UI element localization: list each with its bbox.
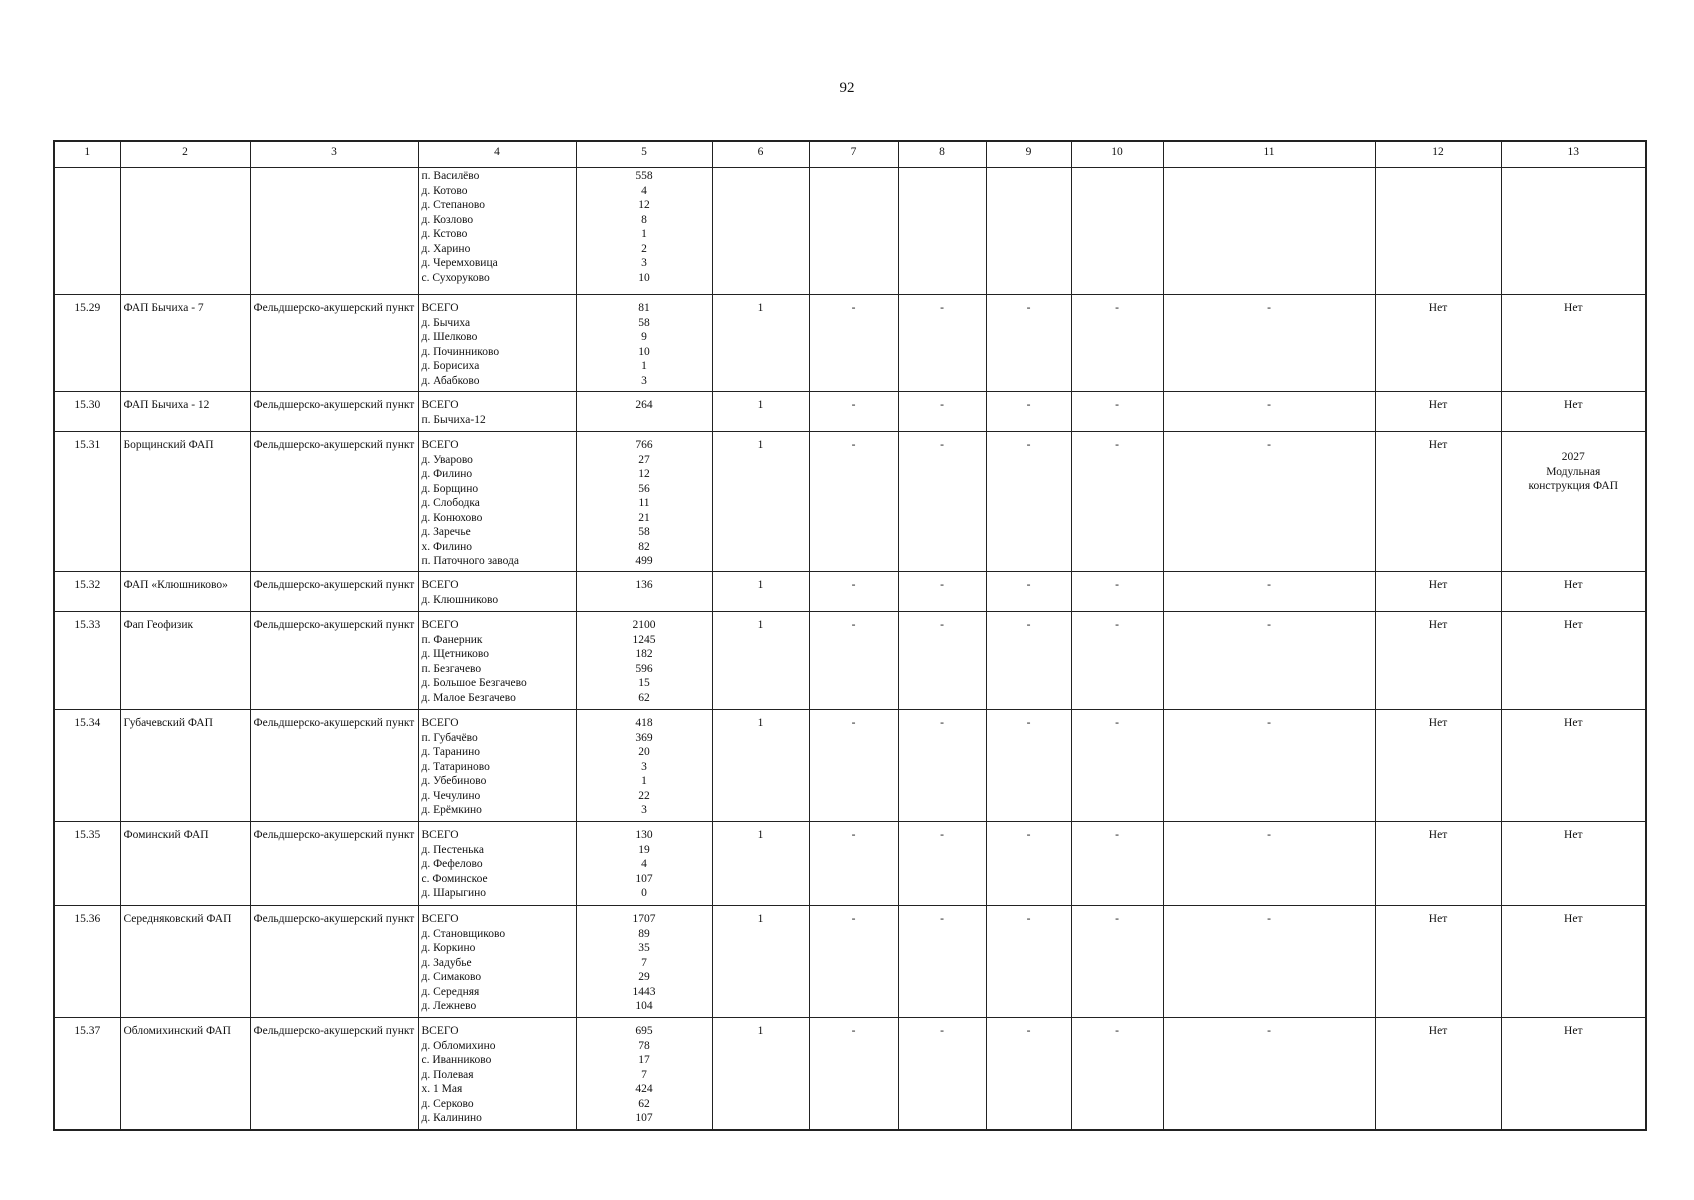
cell-col-8 <box>898 168 986 295</box>
settlements-cell <box>418 168 576 295</box>
settlements-cell <box>418 295 576 392</box>
population-list: 264 <box>635 399 653 411</box>
cell-col-12 <box>1375 168 1501 295</box>
column-header: 3 <box>250 141 418 168</box>
settlements-list: ВСЕГО п. Фанерник д. Щетниково п. Безгачево д. Большое Безгачево д. Малое Безгачево <box>421 619 527 704</box>
population-cell <box>576 168 712 295</box>
cell-col-9: - <box>986 392 1071 432</box>
settlements-cell <box>418 572 576 612</box>
cell-col-7: - <box>809 710 898 822</box>
population-list: 418 369 20 3 1 22 3 <box>635 717 653 816</box>
facility-name: Обломихинский ФАП <box>120 1018 250 1130</box>
column-header: 9 <box>986 141 1071 168</box>
cell-col-9: - <box>986 906 1071 1018</box>
settlements-list: ВСЕГО д. Становщиково д. Коркино д. Задубье д. Симаково д. Середняя д. Лежнево <box>421 913 506 1012</box>
cell-col-9: - <box>986 822 1071 906</box>
population-cell <box>576 392 712 432</box>
facility-type: Фельдшерско-акушерский пункт <box>250 822 418 906</box>
cell-col-6: 1 <box>712 612 809 710</box>
row-number: 15.32 <box>54 572 120 612</box>
facility-type: Фельдшерско-акушерский пункт <box>250 572 418 612</box>
table-row <box>54 612 1646 710</box>
settlements-cell <box>418 710 576 822</box>
cell-col-7: - <box>809 906 898 1018</box>
cell-col-6: 1 <box>712 906 809 1018</box>
table-row <box>54 392 1646 432</box>
facility-name: Фоминский ФАП <box>120 822 250 906</box>
settlements-list: ВСЕГО п. Бычиха-12 <box>421 399 486 426</box>
facility-type <box>250 168 418 295</box>
facility-type: Фельдшерско-акушерский пункт <box>250 906 418 1018</box>
population-list: 2100 1245 182 596 15 62 <box>632 619 656 704</box>
table-row <box>54 295 1646 392</box>
cell-col-11: - <box>1163 710 1375 822</box>
population-list: 81 58 9 10 1 3 <box>638 302 650 387</box>
cell-col-10: - <box>1071 710 1163 822</box>
cell-col-7: - <box>809 1018 898 1130</box>
column-header: 1 <box>54 141 120 168</box>
table-row <box>54 906 1646 1018</box>
cell-col-6: 1 <box>712 822 809 906</box>
population-cell <box>576 906 712 1018</box>
cell-col-13: Нет <box>1501 392 1646 432</box>
row-number <box>54 168 120 295</box>
facility-name: Середняковский ФАП <box>120 906 250 1018</box>
cell-col-10: - <box>1071 572 1163 612</box>
cell-col-13: Нет <box>1501 710 1646 822</box>
column-header: 4 <box>418 141 576 168</box>
cell-col-8: - <box>898 432 986 572</box>
population-list: 130 19 4 107 0 <box>635 829 653 899</box>
column-header: 5 <box>576 141 712 168</box>
cell-col-10: - <box>1071 295 1163 392</box>
table-row <box>54 572 1646 612</box>
facility-type: Фельдшерско-акушерский пункт <box>250 612 418 710</box>
cell-col-13: Нет <box>1501 572 1646 612</box>
cell-col-12: Нет <box>1375 906 1501 1018</box>
cell-col-13: Нет <box>1501 295 1646 392</box>
column-header: 7 <box>809 141 898 168</box>
settlements-list: п. Василёво д. Котово д. Степаново д. Козлово д. Кстово д. Харино д. Черемховица с. Сухоруково <box>421 170 498 284</box>
cell-col-9: - <box>986 1018 1071 1130</box>
settlements-cell <box>418 432 576 572</box>
cell-col-8: - <box>898 1018 986 1130</box>
cell-col-12: Нет <box>1375 822 1501 906</box>
population-cell <box>576 710 712 822</box>
column-header: 13 <box>1501 141 1646 168</box>
cell-col-13 <box>1501 168 1646 295</box>
cell-col-13: Нет <box>1501 906 1646 1018</box>
population-cell <box>576 295 712 392</box>
cell-col-7: - <box>809 572 898 612</box>
cell-col-10: - <box>1071 612 1163 710</box>
settlements-cell <box>418 822 576 906</box>
column-header: 6 <box>712 141 809 168</box>
cell-col-7: - <box>809 392 898 432</box>
table-row <box>54 432 1646 572</box>
cell-col-12: Нет <box>1375 572 1501 612</box>
cell-col-12: Нет <box>1375 392 1501 432</box>
cell-col-6: 1 <box>712 710 809 822</box>
settlements-list: ВСЕГО д. Пестенька д. Фефелово с. Фоминское д. Шарыгино <box>421 829 488 899</box>
population-cell <box>576 822 712 906</box>
population-cell <box>576 572 712 612</box>
settlements-list: ВСЕГО д. Клюшниково <box>421 579 499 606</box>
facility-type: Фельдшерско-акушерский пункт <box>250 392 418 432</box>
cell-col-8: - <box>898 612 986 710</box>
settlements-cell <box>418 1018 576 1130</box>
facility-type: Фельдшерско-акушерский пункт <box>250 710 418 822</box>
cell-col-7: - <box>809 612 898 710</box>
cell-col-8: - <box>898 710 986 822</box>
cell-col-12: Нет <box>1375 295 1501 392</box>
table-row <box>54 168 1646 295</box>
cell-col-12: Нет <box>1375 1018 1501 1130</box>
cell-col-11: - <box>1163 612 1375 710</box>
facility-name <box>120 168 250 295</box>
column-header: 8 <box>898 141 986 168</box>
row-number: 15.35 <box>54 822 120 906</box>
cell-col-9 <box>986 168 1071 295</box>
cell-col-10: - <box>1071 906 1163 1018</box>
cell-col-13: Нет <box>1501 1018 1646 1130</box>
cell-col-10: - <box>1071 392 1163 432</box>
column-header: 10 <box>1071 141 1163 168</box>
column-header: 12 <box>1375 141 1501 168</box>
cell-col-11: - <box>1163 295 1375 392</box>
cell-col-12: Нет <box>1375 612 1501 710</box>
column-header: 2 <box>120 141 250 168</box>
cell-col-10: - <box>1071 822 1163 906</box>
population-cell <box>576 612 712 710</box>
settlements-list: ВСЕГО д. Обломихино с. Иванниково д. Полевая х. 1 Мая д. Серково д. Калинино <box>421 1025 496 1124</box>
population-list: 1707 89 35 7 29 1443 104 <box>632 913 656 1012</box>
facilities-table <box>53 140 1647 1131</box>
cell-col-12: Нет <box>1375 432 1501 572</box>
cell-col-11 <box>1163 168 1375 295</box>
cell-col-9: - <box>986 432 1071 572</box>
row-number: 15.33 <box>54 612 120 710</box>
row-number: 15.31 <box>54 432 120 572</box>
cell-col-9: - <box>986 295 1071 392</box>
cell-col-6: 1 <box>712 572 809 612</box>
facility-type: Фельдшерско-акушерский пункт <box>250 295 418 392</box>
cell-col-9: - <box>986 710 1071 822</box>
cell-col-11: - <box>1163 906 1375 1018</box>
settlements-list: ВСЕГО д. Уварово д. Филино д. Борщино д. Слободка д. Конюхово д. Заречье х. Филино п. Паточного завода <box>421 439 519 567</box>
cell-col-8: - <box>898 392 986 432</box>
cell-col-11: - <box>1163 432 1375 572</box>
facility-name: ФАП Бычиха - 7 <box>120 295 250 392</box>
cell-col-7: - <box>809 432 898 572</box>
population-list: 136 <box>635 579 653 591</box>
cell-col-7: - <box>809 822 898 906</box>
page-number: 92 <box>839 80 855 96</box>
population-list: 695 78 17 7 424 62 107 <box>635 1025 653 1124</box>
cell-col-13: 2027 Модульная конструкция ФАП <box>1501 432 1646 572</box>
facility-name: ФАП «Клюшниково» <box>120 572 250 612</box>
facility-type: Фельдшерско-акушерский пункт <box>250 432 418 572</box>
population-list: 766 27 12 56 11 21 58 82 499 <box>635 439 653 567</box>
cell-col-8: - <box>898 822 986 906</box>
cell-col-6 <box>712 168 809 295</box>
column-number-row <box>54 141 1646 168</box>
cell-col-12: Нет <box>1375 710 1501 822</box>
settlements-cell <box>418 906 576 1018</box>
cell-col-6: 1 <box>712 295 809 392</box>
cell-col-11: - <box>1163 392 1375 432</box>
cell-col-7: - <box>809 295 898 392</box>
cell-col-8: - <box>898 295 986 392</box>
facility-type: Фельдшерско-акушерский пункт <box>250 1018 418 1130</box>
table-row <box>54 710 1646 822</box>
settlements-list: ВСЕГО п. Губачёво д. Таранино д. Татариново д. Убебиново д. Чечулино д. Ерёмкино <box>421 717 490 816</box>
settlements-list: ВСЕГО д. Бычиха д. Шелково д. Починниково д. Борисиха д. Абабково <box>421 302 500 387</box>
population-cell <box>576 432 712 572</box>
cell-col-8: - <box>898 906 986 1018</box>
facility-name: Губачевский ФАП <box>120 710 250 822</box>
row-number: 15.37 <box>54 1018 120 1130</box>
settlements-cell <box>418 392 576 432</box>
cell-col-7 <box>809 168 898 295</box>
population-list: 558 4 12 8 1 2 3 10 <box>635 170 653 284</box>
table-row <box>54 822 1646 906</box>
cell-col-8: - <box>898 572 986 612</box>
table-row <box>54 1018 1646 1130</box>
row-number: 15.36 <box>54 906 120 1018</box>
cell-col-9: - <box>986 612 1071 710</box>
population-cell <box>576 1018 712 1130</box>
row-number: 15.29 <box>54 295 120 392</box>
cell-col-6: 1 <box>712 392 809 432</box>
cell-col-10 <box>1071 168 1163 295</box>
cell-col-10: - <box>1071 432 1163 572</box>
facility-name: Фап Геофизик <box>120 612 250 710</box>
cell-col-11: - <box>1163 1018 1375 1130</box>
cell-col-13: Нет <box>1501 822 1646 906</box>
cell-col-11: - <box>1163 572 1375 612</box>
cell-col-11: - <box>1163 822 1375 906</box>
column-header: 11 <box>1163 141 1375 168</box>
row-number: 15.34 <box>54 710 120 822</box>
cell-col-10: - <box>1071 1018 1163 1130</box>
row-number: 15.30 <box>54 392 120 432</box>
cell-col-13: Нет <box>1501 612 1646 710</box>
cell-col-9: - <box>986 572 1071 612</box>
facility-name: ФАП Бычиха - 12 <box>120 392 250 432</box>
cell-col-6: 1 <box>712 1018 809 1130</box>
facility-name: Борщинский ФАП <box>120 432 250 572</box>
settlements-cell <box>418 612 576 710</box>
cell-col-6: 1 <box>712 432 809 572</box>
